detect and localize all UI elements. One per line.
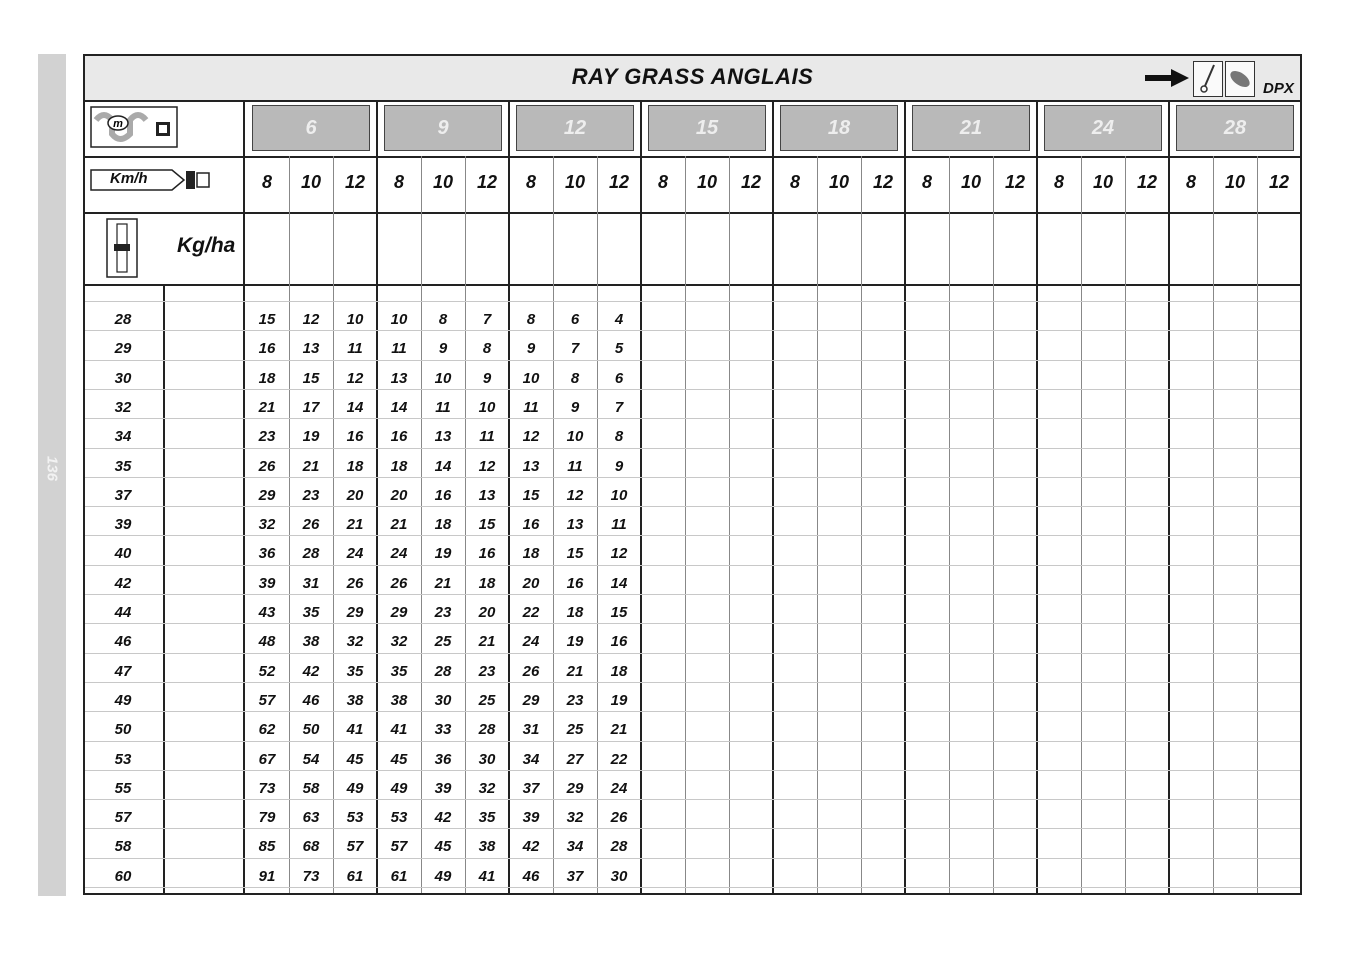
table-cell: 41 [478,868,496,885]
working-width-icon [90,106,178,148]
row-divider [85,448,1300,449]
row-divider [85,506,1300,507]
speed-header: 8 [921,172,932,192]
table-cell: 18 [390,458,408,475]
table-cell: 53 [346,809,364,826]
row-divider [85,389,1300,390]
table-cell: 6 [570,311,580,328]
table-cell: 38 [390,692,408,709]
table-cell: 23 [566,692,584,709]
table-cell: 61 [390,868,408,885]
row-divider [85,828,1300,829]
table-cell: 28 [478,721,496,738]
width-header-24: 24 [1044,105,1162,151]
rate-value: 32 [114,399,132,416]
width-header-12: 12 [516,105,634,151]
model-label: DPX [1263,80,1294,97]
table-cell: 10 [434,370,452,387]
table-cell: 10 [390,311,408,328]
table-cell: 18 [522,545,540,562]
speed-header: 12 [476,172,498,192]
table-cell: 18 [258,370,276,387]
table-cell: 23 [478,663,496,680]
table-cell: 8 [614,428,624,445]
row-divider [85,623,1300,624]
table-cell: 32 [346,633,364,650]
table-cell: 42 [302,663,320,680]
rate-value: 53 [114,751,132,768]
table-cell: 38 [302,633,320,650]
table-cell: 29 [346,604,364,621]
table-cell: 21 [390,516,408,533]
rate-column-divider [163,284,165,893]
table-cell: 57 [258,692,276,709]
table-cell: 12 [478,458,496,475]
table-cell: 29 [258,487,276,504]
table-cell: 15 [302,370,320,387]
table-cell: 31 [302,575,320,592]
rate-value: 28 [114,311,132,328]
table-cell: 20 [522,575,540,592]
table-cell: 29 [390,604,408,621]
table-title: RAY GRASS ANGLAIS [571,64,814,89]
group-divider [772,100,774,893]
table-cell: 36 [258,545,276,562]
row-divider [85,887,1300,888]
title-bar [85,56,1300,102]
table-cell: 14 [610,575,628,592]
speed-divider [993,156,994,893]
table-cell: 19 [566,633,584,650]
seeding-table [83,54,1302,895]
row-divider [85,565,1300,566]
table-cell: 50 [302,721,320,738]
table-cell: 9 [438,340,448,357]
table-cell: 24 [522,633,540,650]
rate-value: 60 [114,868,132,885]
table-cell: 21 [566,663,584,680]
table-cell: 12 [610,545,628,562]
table-cell: 10 [346,311,364,328]
rate-unit-label: Kg/ha [177,234,236,257]
table-cell: 13 [302,340,320,357]
table-cell: 5 [614,340,624,357]
width-header-18: 18 [780,105,898,151]
speed-divider [1213,156,1214,893]
table-cell: 13 [390,370,408,387]
row-divider [85,741,1300,742]
table-cell: 53 [390,809,408,826]
table-cell: 46 [522,868,540,885]
rate-value: 46 [114,633,132,650]
table-cell: 19 [302,428,320,445]
row-divider [85,770,1300,771]
header-divider [85,212,1300,214]
table-cell: 9 [570,399,580,416]
table-cell: 57 [390,838,408,855]
rate-value: 50 [114,721,132,738]
table-cell: 34 [566,838,584,855]
row-divider [85,594,1300,595]
table-cell: 16 [258,340,276,357]
table-cell: 39 [258,575,276,592]
table-cell: 73 [302,868,320,885]
table-cell: 39 [434,780,452,797]
table-cell: 36 [434,751,452,768]
table-cell: 9 [482,370,492,387]
row-divider [85,301,1300,302]
table-cell: 45 [390,751,408,768]
rate-value: 58 [114,838,132,855]
table-cell: 27 [566,751,584,768]
table-cell: 26 [522,663,540,680]
table-cell: 10 [566,428,584,445]
table-cell: 18 [434,516,452,533]
width-header-21: 21 [912,105,1030,151]
table-cell: 41 [346,721,364,738]
table-cell: 34 [522,751,540,768]
table-cell: 25 [566,721,584,738]
row-divider [85,653,1300,654]
table-cell: 19 [434,545,452,562]
table-cell: 42 [522,838,540,855]
table-cell: 18 [610,663,628,680]
table-cell: 35 [478,809,496,826]
table-cell: 20 [478,604,496,621]
rate-value: 44 [114,604,132,621]
speed-header: 12 [344,172,366,192]
speed-header: 10 [432,172,454,192]
speed-divider [949,156,950,893]
speed-header: 8 [1185,172,1196,192]
table-cell: 11 [523,399,539,416]
table-cell: 16 [522,516,540,533]
speed-header: 8 [525,172,536,192]
rate-value: 34 [114,428,132,445]
table-cell: 16 [346,428,364,445]
table-cell: 15 [258,311,276,328]
table-cell: 11 [391,340,407,357]
table-cell: 9 [614,458,624,475]
rate-value: 55 [114,780,132,797]
speed-divider [1257,156,1258,893]
table-cell: 26 [390,575,408,592]
seed-distributor-icon [1193,61,1223,97]
speed-header: 10 [1092,172,1114,192]
arrow-right-icon [1145,68,1189,88]
speed-header: 8 [1053,172,1064,192]
table-cell: 58 [302,780,320,797]
table-cell: 15 [522,487,540,504]
table-cell: 31 [522,721,540,738]
table-cell: 11 [611,516,627,533]
table-cell: 24 [610,780,628,797]
speed-divider [861,156,862,893]
table-cell: 4 [614,311,624,328]
table-cell: 67 [258,751,276,768]
table-cell: 26 [258,458,276,475]
speed-header: 10 [300,172,322,192]
table-cell: 16 [390,428,408,445]
table-cell: 24 [390,545,408,562]
speed-divider [729,156,730,893]
row-divider [85,418,1300,419]
header-divider [85,284,1300,286]
table-cell: 18 [478,575,496,592]
table-cell: 79 [258,809,276,826]
row-divider [85,682,1300,683]
table-cell: 39 [522,809,540,826]
width-header-15: 15 [648,105,766,151]
table-cell: 20 [346,487,364,504]
table-cell: 22 [522,604,540,621]
table-cell: 49 [434,868,452,885]
speed-header: 10 [960,172,982,192]
table-cell: 14 [434,458,452,475]
table-cell: 16 [434,487,452,504]
speed-header: 12 [872,172,894,192]
speed-header: 12 [740,172,762,192]
table-cell: 30 [434,692,452,709]
table-cell: 28 [302,545,320,562]
speed-header: 8 [261,172,272,192]
table-cell: 21 [346,516,364,533]
table-cell: 10 [522,370,540,387]
table-cell: 16 [566,575,584,592]
table-cell: 19 [610,692,628,709]
table-cell: 14 [390,399,408,416]
table-cell: 12 [346,370,364,387]
table-cell: 38 [478,838,496,855]
table-cell: 37 [566,868,584,885]
rate-value: 57 [114,809,132,826]
table-cell: 68 [302,838,320,855]
group-divider [904,100,906,893]
table-cell: 12 [566,487,584,504]
table-cell: 28 [610,838,628,855]
table-cell: 35 [302,604,320,621]
table-cell: 38 [346,692,364,709]
table-cell: 52 [258,663,276,680]
group-divider [1036,100,1038,893]
table-cell: 13 [566,516,584,533]
table-cell: 10 [478,399,496,416]
table-cell: 15 [566,545,584,562]
table-cell: 32 [566,809,584,826]
table-cell: 15 [610,604,628,621]
group-divider [1168,100,1170,893]
table-cell: 21 [302,458,320,475]
table-cell: 35 [346,663,364,680]
table-cell: 12 [522,428,540,445]
table-cell: 45 [434,838,452,855]
table-cell: 23 [434,604,452,621]
table-cell: 8 [438,311,448,328]
table-cell: 12 [302,311,320,328]
row-divider [85,535,1300,536]
table-cell: 43 [258,604,276,621]
table-cell: 37 [522,780,540,797]
table-cell: 32 [258,516,276,533]
row-divider [85,477,1300,478]
speed-divider [1081,156,1082,893]
table-cell: 18 [566,604,584,621]
table-cell: 11 [347,340,363,357]
speed-divider [1125,156,1126,893]
table-cell: 63 [302,809,320,826]
table-cell: 7 [614,399,624,416]
table-cell: 29 [522,692,540,709]
rate-value: 29 [114,340,132,357]
speed-header: 8 [789,172,800,192]
table-cell: 73 [258,780,276,797]
table-cell: 16 [478,545,496,562]
speed-unit-label: Km/h [110,170,148,187]
roller-icon [1225,61,1255,97]
table-cell: 11 [435,399,451,416]
table-cell: 49 [390,780,408,797]
row-divider [85,858,1300,859]
table-cell: 11 [567,458,583,475]
row-divider [85,360,1300,361]
speed-header: 12 [1136,172,1158,192]
width-header-6: 6 [252,105,370,151]
table-cell: 10 [610,487,628,504]
rate-value: 37 [114,487,132,504]
speed-header: 10 [1224,172,1246,192]
table-cell: 21 [610,721,628,738]
table-cell: 25 [434,633,452,650]
table-cell: 21 [434,575,452,592]
table-cell: 7 [570,340,580,357]
rate-value: 39 [114,516,132,533]
rate-value: 42 [114,575,132,592]
table-cell: 91 [258,868,276,885]
table-cell: 24 [346,545,364,562]
table-cell: 26 [302,516,320,533]
table-cell: 8 [570,370,580,387]
table-cell: 62 [258,721,276,738]
table-cell: 23 [302,487,320,504]
table-cell: 85 [258,838,276,855]
table-cell: 15 [478,516,496,533]
table-cell: 18 [346,458,364,475]
table-cell: 21 [478,633,496,650]
speed-icon [90,162,212,198]
row-divider [85,330,1300,331]
page-number: 136 [43,455,61,482]
table-cell: 16 [610,633,628,650]
speed-header: 10 [696,172,718,192]
table-cell: 6 [614,370,624,387]
rate-value: 35 [114,458,132,475]
rate-value: 47 [114,663,132,680]
table-cell: 42 [434,809,452,826]
rate-value: 30 [114,370,132,387]
table-cell: 8 [526,311,536,328]
table-cell: 26 [610,809,628,826]
table-cell: 9 [526,340,536,357]
table-cell: 32 [478,780,496,797]
svg-text:m: m [113,118,123,130]
table-cell: 26 [346,575,364,592]
speed-header: 8 [657,172,668,192]
table-cell: 25 [478,692,496,709]
table-cell: 30 [610,868,628,885]
table-cell: 22 [610,751,628,768]
row-divider [85,799,1300,800]
speed-divider [817,156,818,893]
table-cell: 21 [258,399,276,416]
table-cell: 23 [258,428,276,445]
table-cell: 11 [479,428,495,445]
table-cell: 48 [258,633,276,650]
table-cell: 33 [434,721,452,738]
speed-header: 8 [393,172,404,192]
speed-header: 10 [828,172,850,192]
rate-value: 40 [114,545,132,562]
table-cell: 35 [390,663,408,680]
row-divider [85,711,1300,712]
table-cell: 54 [302,751,320,768]
table-cell: 8 [482,340,492,357]
table-cell: 7 [482,311,492,328]
header-divider [85,156,1300,158]
table-cell: 14 [346,399,364,416]
rate-value: 49 [114,692,132,709]
speed-header: 12 [1004,172,1026,192]
table-cell: 57 [346,838,364,855]
table-cell: 29 [566,780,584,797]
width-header-9: 9 [384,105,502,151]
table-cell: 45 [346,751,364,768]
table-cell: 28 [434,663,452,680]
table-cell: 61 [346,868,364,885]
dosing-slider-icon [106,218,138,278]
table-cell: 32 [390,633,408,650]
speed-header: 10 [564,172,586,192]
table-cell: 41 [390,721,408,738]
table-cell: 20 [390,487,408,504]
table-cell: 49 [346,780,364,797]
table-cell: 17 [302,399,320,416]
table-cell: 13 [522,458,540,475]
width-header-28: 28 [1176,105,1294,151]
speed-header: 12 [1268,172,1290,192]
table-cell: 13 [478,487,496,504]
table-cell: 13 [434,428,452,445]
speed-header: 12 [608,172,630,192]
table-cell: 30 [478,751,496,768]
table-cell: 46 [302,692,320,709]
speed-divider [685,156,686,893]
